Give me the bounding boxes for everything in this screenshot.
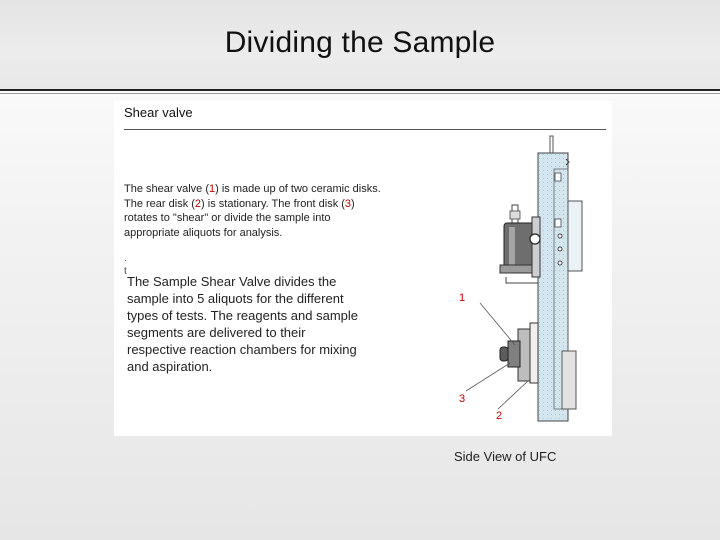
- figure-heading: Shear valve: [124, 105, 193, 120]
- leader-line-3: [466, 363, 510, 391]
- panel-hole: [558, 234, 562, 238]
- description-part: ) rotates to "shear" or divide the sample into appropriate aliquots for analysis.: [124, 197, 355, 239]
- rear-disk: [530, 323, 538, 383]
- leader-line-2: [498, 381, 528, 409]
- valve-post-top: [510, 211, 520, 219]
- figure-caption: Side View of UFC: [454, 449, 557, 464]
- description-part: ) is stationary. The front disk (: [201, 197, 345, 210]
- shear-valve-diagram: [114, 101, 612, 436]
- description-part: The shear valve (: [124, 183, 209, 195]
- figure-stray-mark: t: [124, 266, 127, 277]
- callout-ref-2: 2: [194, 197, 202, 210]
- callout-2: 2: [496, 410, 503, 422]
- callout-ref-1: 1: [208, 183, 216, 195]
- title-rule-secondary: [0, 93, 720, 94]
- figure-stray-dot: .: [124, 253, 127, 264]
- motor-flange: [532, 217, 540, 277]
- panel-hole: [558, 247, 562, 251]
- slide-title: Dividing the Sample: [224, 26, 496, 59]
- bracket-line: [506, 277, 538, 283]
- gauge-dial: [530, 234, 540, 244]
- overlay-description: The Sample Shear Valve divides the sample into 5 aliquots for the different types of tests. The reagents and sample segments are delivered to their respective reaction chambers for mixing and aspiration.: [127, 274, 359, 374]
- leader-line-1: [480, 303, 515, 345]
- disk-knob: [500, 347, 508, 361]
- upper-right-block: [568, 201, 582, 271]
- panel-slot: [555, 219, 561, 227]
- lower-right-block: [562, 351, 576, 409]
- callout-1: 1: [459, 292, 466, 304]
- panel-slot: [555, 173, 561, 181]
- motor-body: [504, 223, 534, 269]
- motor-highlight: [509, 227, 515, 265]
- description-part: ) is made up of two ceramic disks. The rear disk (: [124, 183, 381, 210]
- panel-hole: [558, 261, 562, 265]
- title-rule: [0, 89, 720, 91]
- callout-ref-3: 3: [344, 197, 352, 210]
- callout-3: 3: [459, 393, 466, 405]
